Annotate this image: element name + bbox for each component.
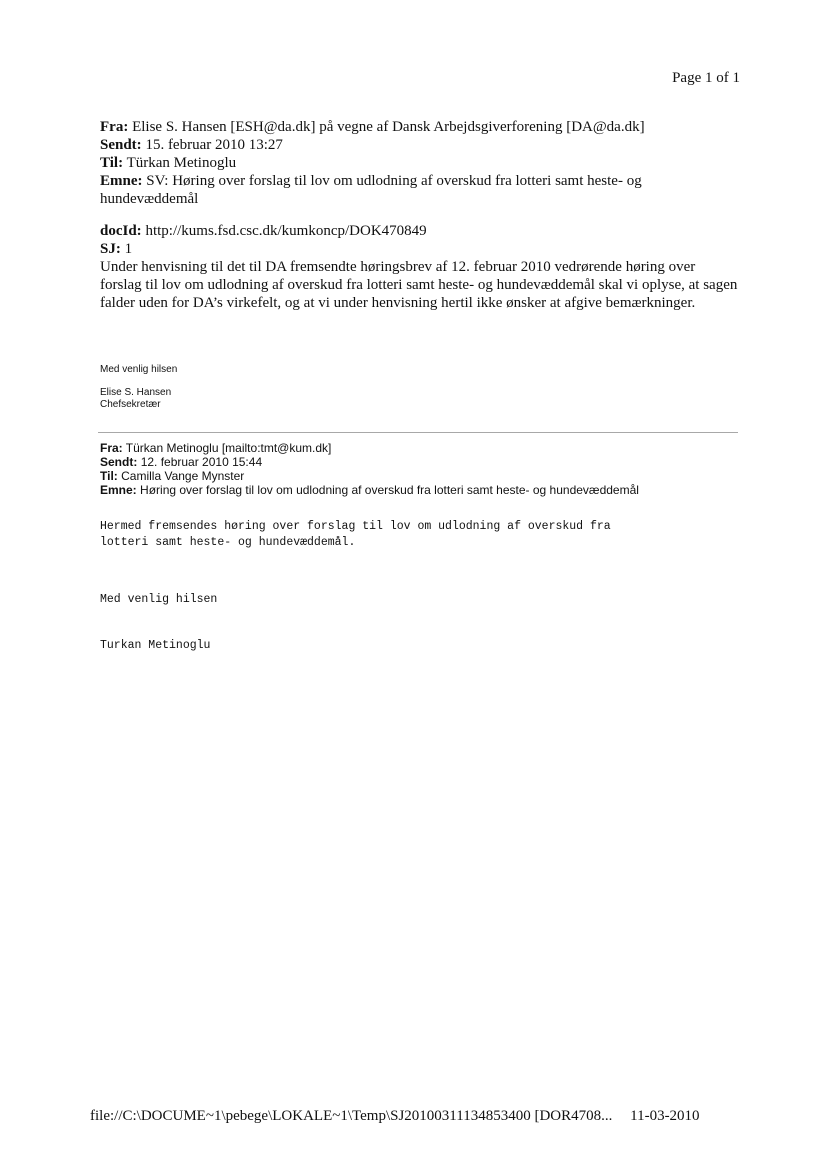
- sj-label: SJ:: [100, 241, 121, 257]
- sent-value: 15. februar 2010 13:27: [145, 137, 283, 153]
- reply-email-header: [100, 118, 740, 208]
- original-body-line: Hermed fremsendes høring over forslag til lov om udlodning af overskud fra: [100, 520, 611, 533]
- orig-from-label: Fra:: [100, 441, 123, 455]
- footer-date: 11-03-2010: [630, 1108, 700, 1124]
- orig-to-label: Til:: [100, 469, 118, 483]
- from-value: Elise S. Hansen [ESH@da.dk] på vegne af Dansk Arbejdsgiverforening [DA@da.dk]: [132, 119, 645, 135]
- orig-subject-value: Høring over forslag til lov om udlodning af overskud fra lotteri samt heste- og hundevæddemål: [140, 483, 639, 497]
- signature-title: Chefsekretær: [100, 399, 161, 410]
- subject-value: SV: Høring over forslag til lov om udlodning af overskud fra lotteri samt heste- og hundevæddemål: [100, 173, 642, 207]
- subject-row: [100, 172, 740, 208]
- sent-row: [100, 136, 740, 154]
- original-body-line: lotteri samt heste- og hundevæddemål.: [100, 536, 356, 549]
- to-value: Türkan Metinoglu: [126, 155, 237, 171]
- reply-signature: [100, 364, 500, 411]
- print-footer: [90, 1108, 750, 1125]
- orig-sent-row: [100, 455, 740, 469]
- orig-to-row: [100, 469, 740, 483]
- docid-value: http://kums.fsd.csc.dk/kumkoncp/DOK470849: [145, 223, 427, 239]
- orig-from-value: Türkan Metinoglu [mailto:tmt@kum.dk]: [125, 441, 332, 455]
- orig-sent-value: 12. februar 2010 15:44: [140, 455, 263, 469]
- to-row: [100, 154, 740, 172]
- orig-subject-label: Emne:: [100, 483, 137, 497]
- original-sender-name: Turkan Metinoglu: [100, 639, 211, 652]
- page-number: Page 1 of 1: [672, 70, 740, 86]
- sj-row: [100, 240, 740, 258]
- document-meta: [100, 222, 740, 258]
- docid-row: [100, 222, 740, 240]
- sj-value: 1: [124, 241, 133, 257]
- orig-sent-label: Sendt:: [100, 455, 138, 469]
- from-row: [100, 118, 740, 136]
- from-label: Fra:: [100, 119, 129, 135]
- orig-from-row: [100, 441, 740, 455]
- original-body: [100, 519, 740, 551]
- to-label: Til:: [100, 155, 124, 171]
- subject-label: Emne:: [100, 173, 143, 189]
- orig-subject-row: [100, 483, 740, 497]
- reply-body: Under henvisning til det til DA fremsendte høringsbrev af 12. februar 2010 vedrørende høring over forslag til lov om udlodning af overskud fra lotteri samt heste- og hundevæddemål skal vi oplyse, at sagen falder uden for DA’s virkefelt, og at vi under henvisning hertil ikke ønsker at afgive bemærkninger.: [100, 259, 738, 311]
- orig-to-value: Camilla Vange Mynster: [121, 469, 245, 483]
- docid-label: docId:: [100, 223, 142, 239]
- original-greeting: Med venlig hilsen: [100, 593, 218, 606]
- sent-label: Sendt:: [100, 137, 142, 153]
- original-email-header: [100, 441, 740, 497]
- footer-path: file://C:\DOCUME~1\pebege\LOKALE~1\Temp\SJ20100311134853400 [DOR4708...: [90, 1108, 613, 1124]
- message-divider: [98, 432, 738, 433]
- signature-name: Elise S. Hansen: [100, 387, 172, 398]
- reply-greeting: Med venlig hilsen: [100, 364, 178, 375]
